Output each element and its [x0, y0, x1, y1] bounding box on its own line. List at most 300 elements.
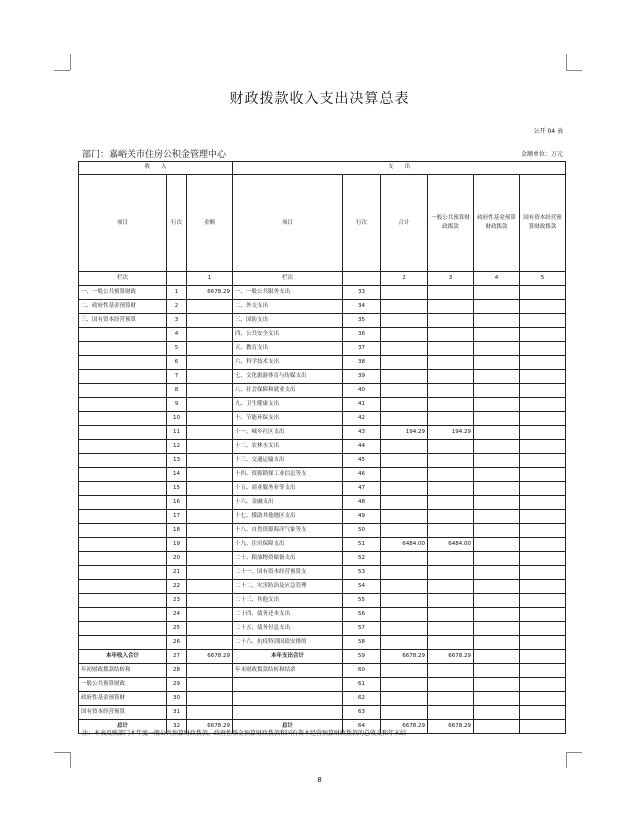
expense-general [428, 692, 474, 706]
table-row [79, 314, 566, 328]
expense-general [428, 300, 474, 314]
income-row-no: 18 [167, 524, 187, 538]
expense-total [381, 342, 428, 356]
expense-row-no: 64 [343, 720, 381, 734]
crop-mark [70, 54, 71, 70]
expense-item: 五、教育支出 [233, 342, 343, 356]
page-title: 财政拨款收入支出决算总表 [229, 91, 410, 107]
table-row [79, 384, 566, 398]
col-expense-row-no: 行次 [343, 175, 381, 272]
income-row-no: 24 [167, 608, 187, 622]
income-item: 总计 [79, 720, 167, 734]
expense-item: 十、节能环保支出 [233, 412, 343, 426]
expense-item: 八、社会保障和就业支出 [233, 384, 343, 398]
expense-fund [474, 580, 520, 594]
expense-state [520, 510, 566, 524]
income-item [79, 426, 167, 440]
table-row [79, 356, 566, 370]
crop-mark [566, 54, 567, 70]
expense-state [520, 678, 566, 692]
expense-item: 十四、资源勘探工业信息等支 [233, 468, 343, 482]
expense-total [381, 356, 428, 370]
expense-row-no: 43 [343, 426, 381, 440]
expense-total [381, 300, 428, 314]
expense-general [428, 678, 474, 692]
income-amount [187, 300, 233, 314]
expense-general [428, 356, 474, 370]
income-row-no: 3 [167, 314, 187, 328]
table-row [79, 300, 566, 314]
expense-general [428, 510, 474, 524]
expense-state [520, 300, 566, 314]
expense-state [520, 440, 566, 454]
expense-row-no: 36 [343, 328, 381, 342]
expense-fund [474, 510, 520, 524]
expense-item [233, 706, 343, 720]
expense-state [520, 454, 566, 468]
income-amount [187, 538, 233, 552]
expense-fund [474, 384, 520, 398]
expense-item: 十一、城乡社区支出 [233, 426, 343, 440]
table-row [79, 328, 566, 342]
table-row [79, 412, 566, 426]
expense-total [381, 412, 428, 426]
expense-state [520, 650, 566, 664]
table-row [79, 706, 566, 720]
expense-item: 十三、交通运输支出 [233, 454, 343, 468]
income-amount [187, 314, 233, 328]
expense-item: 年末财政拨款结转和结余 [233, 664, 343, 678]
expense-total [381, 370, 428, 384]
table-row [79, 664, 566, 678]
expense-row-no: 48 [343, 496, 381, 510]
income-amount [187, 412, 233, 426]
expense-item: 二十三、其他支出 [233, 594, 343, 608]
table-row [79, 636, 566, 650]
table-row [79, 440, 566, 454]
expense-total [381, 664, 428, 678]
income-item [79, 622, 167, 636]
expense-item: 六、科学技术支出 [233, 356, 343, 370]
income-amount: 6678.29 [187, 650, 233, 664]
table-row [79, 692, 566, 706]
table-row [79, 566, 566, 580]
col-income-item: 项目 [79, 175, 167, 272]
expense-item [233, 692, 343, 706]
income-item [79, 566, 167, 580]
expense-fund [474, 468, 520, 482]
expense-total [381, 706, 428, 720]
expense-total [381, 496, 428, 510]
table-row [79, 524, 566, 538]
expense-general: 6678.29 [428, 650, 474, 664]
income-amount: 6678.29 [187, 286, 233, 300]
income-item [79, 482, 167, 496]
department-name: 部门：嘉峪关市住房公积金管理中心 [82, 150, 227, 160]
expense-item: 二、外交支出 [233, 300, 343, 314]
expense-fund [474, 650, 520, 664]
income-item [79, 370, 167, 384]
expense-row-no: 56 [343, 608, 381, 622]
income-item [79, 594, 167, 608]
income-row-no: 20 [167, 552, 187, 566]
expense-state [520, 552, 566, 566]
expense-state [520, 356, 566, 370]
income-row-no: 23 [167, 594, 187, 608]
expense-row-no: 53 [343, 566, 381, 580]
expense-general [428, 622, 474, 636]
table-row [79, 538, 566, 552]
income-item [79, 412, 167, 426]
expense-row-no: 35 [343, 314, 381, 328]
expense-row-no: 60 [343, 664, 381, 678]
income-item [79, 608, 167, 622]
expense-state [520, 636, 566, 650]
income-amount [187, 552, 233, 566]
income-amount [187, 594, 233, 608]
expense-item: 二十、粮油物资储备支出 [233, 552, 343, 566]
expense-fund [474, 594, 520, 608]
income-row-no: 26 [167, 636, 187, 650]
col-income-amount: 金额 [187, 175, 233, 272]
expense-total [381, 510, 428, 524]
income-item [79, 496, 167, 510]
expense-fund [474, 706, 520, 720]
expense-item: 二十二、灾害防治及应急管理 [233, 580, 343, 594]
expense-total [381, 468, 428, 482]
expense-general [428, 440, 474, 454]
expense-row-no: 55 [343, 594, 381, 608]
table-row [79, 510, 566, 524]
expense-item: 三、国防支出 [233, 314, 343, 328]
table-row [79, 454, 566, 468]
crop-mark [566, 70, 582, 71]
expense-general [428, 496, 474, 510]
expense-state [520, 580, 566, 594]
table-row [79, 608, 566, 622]
expense-item: 十二、农林水支出 [233, 440, 343, 454]
table-row [79, 286, 566, 300]
expense-row-no: 45 [343, 454, 381, 468]
expense-fund [474, 496, 520, 510]
income-amount [187, 454, 233, 468]
income-item: 国有资本经营预算 [79, 706, 167, 720]
expense-fund [474, 314, 520, 328]
expense-fund [474, 412, 520, 426]
table-row [79, 342, 566, 356]
index-cell: 4 [474, 272, 520, 286]
expense-total [381, 398, 428, 412]
expense-fund [474, 678, 520, 692]
table-row [79, 650, 566, 664]
expense-row-no: 33 [343, 286, 381, 300]
expense-total: 6678.29 [381, 720, 428, 734]
expense-total [381, 384, 428, 398]
expense-state [520, 692, 566, 706]
expense-item: 本年支出合计 [233, 650, 343, 664]
crop-mark [566, 752, 582, 753]
income-item [79, 538, 167, 552]
income-item [79, 454, 167, 468]
col-income-row-no: 行次 [167, 175, 187, 272]
table-row [79, 678, 566, 692]
expense-state [520, 538, 566, 552]
expense-fund [474, 328, 520, 342]
income-row-no: 21 [167, 566, 187, 580]
income-item [79, 342, 167, 356]
table-row [79, 496, 566, 510]
expense-row-no: 42 [343, 412, 381, 426]
expense-fund [474, 538, 520, 552]
income-item [79, 384, 167, 398]
income-item: 政府性基金预算财 [79, 692, 167, 706]
income-row-no: 31 [167, 706, 187, 720]
expense-general [428, 552, 474, 566]
income-row-no: 15 [167, 482, 187, 496]
expense-general [428, 412, 474, 426]
table-row [79, 370, 566, 384]
income-row-no: 19 [167, 538, 187, 552]
expense-general [428, 608, 474, 622]
income-amount [187, 496, 233, 510]
income-row-no: 17 [167, 510, 187, 524]
expense-fund [474, 454, 520, 468]
budget-table [78, 161, 566, 734]
income-amount [187, 636, 233, 650]
expense-general [428, 370, 474, 384]
form-number: 公开 04 表 [533, 128, 563, 135]
expense-row-no: 47 [343, 482, 381, 496]
expense-state [520, 342, 566, 356]
expense-total [381, 622, 428, 636]
expense-row-no: 44 [343, 440, 381, 454]
income-row-no: 14 [167, 468, 187, 482]
income-item [79, 510, 167, 524]
expense-item: 二十四、债务还本支出 [233, 608, 343, 622]
income-item: 三、国有资本经营预算 [79, 314, 167, 328]
expense-row-no: 61 [343, 678, 381, 692]
expense-item: 四、公共安全支出 [233, 328, 343, 342]
expense-general [428, 636, 474, 650]
expense-state [520, 524, 566, 538]
income-item: 年初财政拨款结转和 [79, 664, 167, 678]
expense-item: 一、一般公共服务支出 [233, 286, 343, 300]
table-row [79, 468, 566, 482]
expense-state [520, 286, 566, 300]
income-row-no: 6 [167, 356, 187, 370]
expense-item: 七、文化旅游体育与传媒支出 [233, 370, 343, 384]
expense-state [520, 664, 566, 678]
expense-fund [474, 286, 520, 300]
income-item: 一般公共预算财政 [79, 678, 167, 692]
expense-item: 十七、援助其他地区支出 [233, 510, 343, 524]
expense-general [428, 594, 474, 608]
income-amount [187, 356, 233, 370]
expense-row-no: 41 [343, 398, 381, 412]
income-row-no: 2 [167, 300, 187, 314]
expense-state [520, 370, 566, 384]
page-number: 8 [317, 776, 322, 784]
index-cell [167, 272, 187, 286]
expense-general: 6678.29 [428, 720, 474, 734]
income-amount [187, 426, 233, 440]
expense-item: 九、卫生健康支出 [233, 398, 343, 412]
income-amount [187, 692, 233, 706]
income-row-no: 4 [167, 328, 187, 342]
expense-general: 6484.00 [428, 538, 474, 552]
expense-item: 十五、商业服务业等支出 [233, 482, 343, 496]
crop-mark [70, 752, 71, 768]
expense-state [520, 706, 566, 720]
col-expense-item: 项目 [233, 175, 343, 272]
expense-item: 总计 [233, 720, 343, 734]
income-amount [187, 468, 233, 482]
expense-fund [474, 664, 520, 678]
table-row [79, 552, 566, 566]
expense-row-no: 46 [343, 468, 381, 482]
expense-total [381, 692, 428, 706]
expense-item: 十九、住房保障支出 [233, 538, 343, 552]
expense-total [381, 482, 428, 496]
expense-fund [474, 566, 520, 580]
expense-row-no: 40 [343, 384, 381, 398]
expense-item [233, 678, 343, 692]
expense-row-no: 59 [343, 650, 381, 664]
income-amount [187, 664, 233, 678]
expense-row-no: 34 [343, 300, 381, 314]
expense-total [381, 566, 428, 580]
income-item [79, 552, 167, 566]
expense-total [381, 328, 428, 342]
expense-row-no: 50 [343, 524, 381, 538]
expense-row-no: 39 [343, 370, 381, 384]
expense-row-no: 38 [343, 356, 381, 370]
expense-fund [474, 342, 520, 356]
expense-general [428, 328, 474, 342]
expense-total: 6678.29 [381, 650, 428, 664]
index-cell: 2 [381, 272, 428, 286]
expense-fund [474, 608, 520, 622]
expense-fund [474, 692, 520, 706]
crop-mark [54, 752, 70, 753]
income-row-no: 27 [167, 650, 187, 664]
income-item [79, 356, 167, 370]
expense-state [520, 398, 566, 412]
expense-row-no: 58 [343, 636, 381, 650]
table-row [79, 594, 566, 608]
expense-row-no: 63 [343, 706, 381, 720]
expense-row-no: 57 [343, 622, 381, 636]
income-amount [187, 328, 233, 342]
expense-fund [474, 426, 520, 440]
expense-total: 6484.00 [381, 538, 428, 552]
expense-state [520, 622, 566, 636]
income-item: 一、一般公共预算财政 [79, 286, 167, 300]
expense-item: 十八、自然资源海洋气象等支 [233, 524, 343, 538]
expense-general [428, 524, 474, 538]
income-row-no: 7 [167, 370, 187, 384]
table-row [79, 580, 566, 594]
expense-row-no: 62 [343, 692, 381, 706]
expense-fund [474, 356, 520, 370]
income-row-no: 22 [167, 580, 187, 594]
crop-mark [54, 70, 70, 71]
income-item [79, 636, 167, 650]
expense-general [428, 482, 474, 496]
income-row-no: 29 [167, 678, 187, 692]
expense-item: 二十六、抗疫特别国债安排的 [233, 636, 343, 650]
expense-state [520, 412, 566, 426]
income-row-no: 28 [167, 664, 187, 678]
expense-item: 十六、金融支出 [233, 496, 343, 510]
col-fund-budget: 政府性基金预算财政拨款 [474, 175, 520, 272]
expense-total [381, 678, 428, 692]
income-amount [187, 580, 233, 594]
expense-fund [474, 300, 520, 314]
income-amount [187, 524, 233, 538]
expense-state [520, 594, 566, 608]
expense-state [520, 426, 566, 440]
income-item [79, 468, 167, 482]
index-cell: 3 [428, 272, 474, 286]
expense-state [520, 482, 566, 496]
expense-group-header: 支 出 [233, 162, 566, 175]
expense-total [381, 524, 428, 538]
expense-total: 194.29 [381, 426, 428, 440]
income-amount [187, 510, 233, 524]
expense-state [520, 566, 566, 580]
income-amount [187, 482, 233, 496]
expense-total [381, 552, 428, 566]
income-amount [187, 678, 233, 692]
expense-fund [474, 524, 520, 538]
income-item: 二、政府性基金预算财 [79, 300, 167, 314]
expense-fund [474, 440, 520, 454]
income-amount [187, 370, 233, 384]
expense-general [428, 314, 474, 328]
income-amount [187, 622, 233, 636]
table-row [79, 398, 566, 412]
expense-general [428, 286, 474, 300]
income-row-no: 10 [167, 412, 187, 426]
col-state-capital-budget: 国有资本经营预算财政拨款 [520, 175, 566, 272]
income-item [79, 398, 167, 412]
expense-general [428, 468, 474, 482]
expense-general [428, 664, 474, 678]
income-row-no: 16 [167, 496, 187, 510]
expense-total [381, 594, 428, 608]
income-amount [187, 398, 233, 412]
income-amount [187, 342, 233, 356]
expense-total [381, 454, 428, 468]
income-amount [187, 706, 233, 720]
income-item [79, 524, 167, 538]
income-row-no: 13 [167, 454, 187, 468]
index-label: 栏次 [79, 272, 167, 286]
expense-fund [474, 398, 520, 412]
expense-item: 二十五、债务付息支出 [233, 622, 343, 636]
expense-state [520, 496, 566, 510]
crop-mark [566, 752, 567, 768]
income-row-no: 5 [167, 342, 187, 356]
income-row-no: 1 [167, 286, 187, 300]
income-amount: 6678.29 [187, 720, 233, 734]
expense-row-no: 51 [343, 538, 381, 552]
expense-row-no: 52 [343, 552, 381, 566]
footnote: 注：本表反映部门本年度一般公共预算财政拨款、政府性基金预算财政拨款和国有资本经营预算财政拨款的总收支和年末结 [82, 730, 407, 737]
expense-general [428, 580, 474, 594]
expense-state [520, 314, 566, 328]
